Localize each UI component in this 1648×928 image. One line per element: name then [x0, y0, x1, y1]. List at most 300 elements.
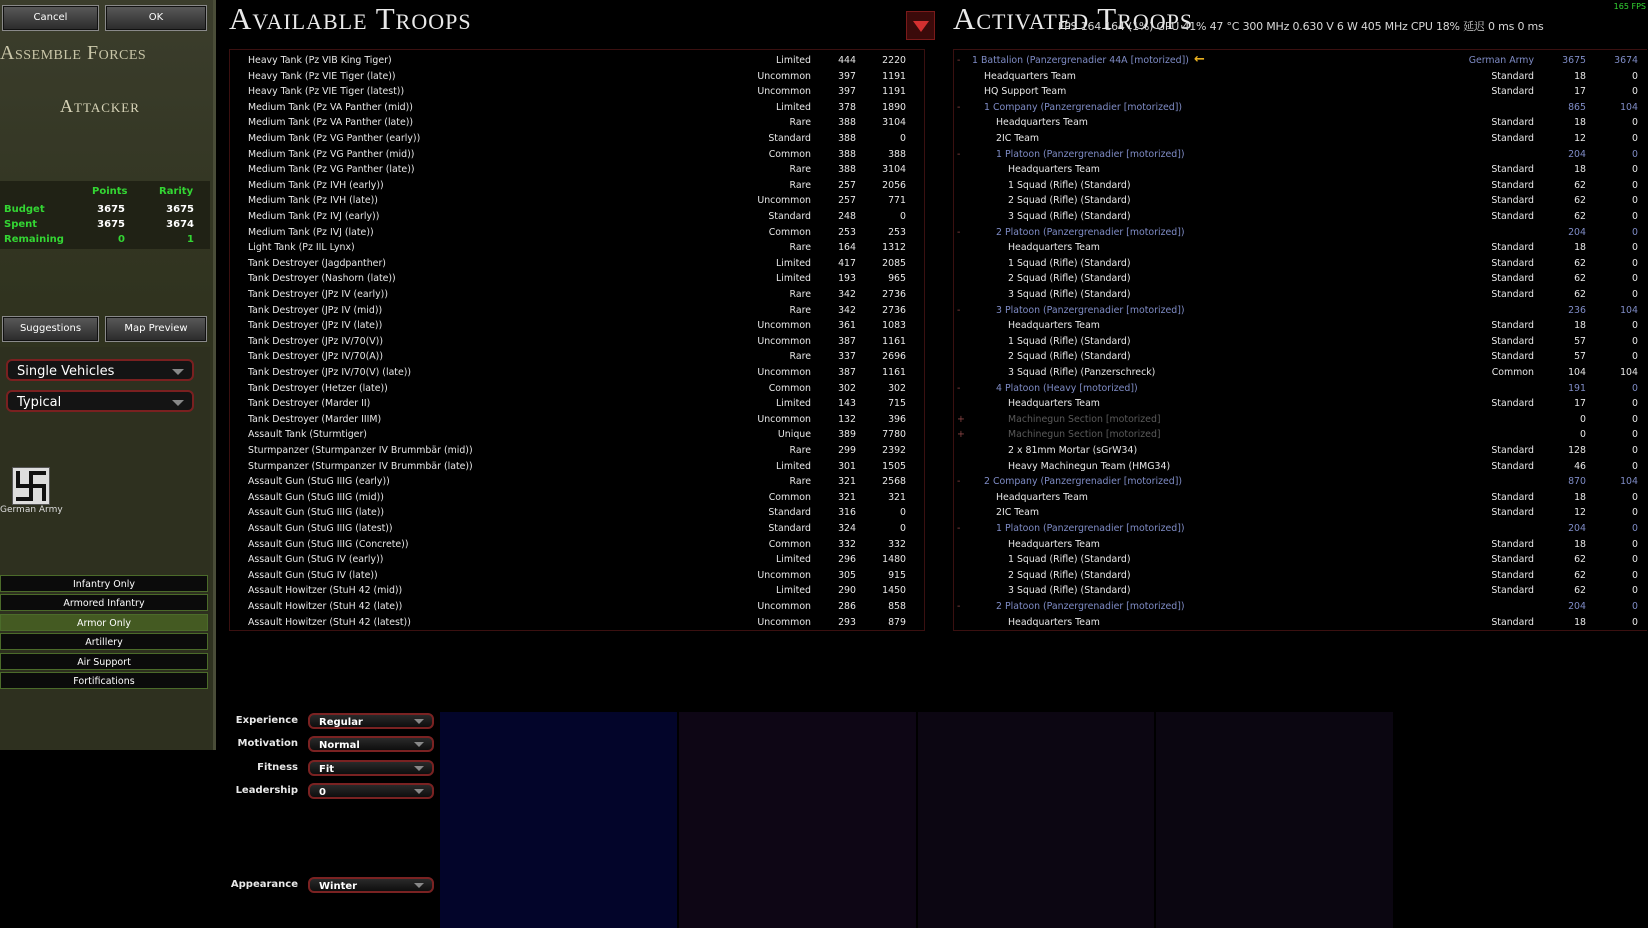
fitness-value: Fit — [319, 764, 335, 775]
filter-infantry-only[interactable]: Infantry Only — [0, 575, 208, 592]
troop-cost: 62 — [1574, 179, 1586, 191]
troop-cost: 17 — [1574, 398, 1586, 410]
troop-name: Heavy Machinegun Team (HMG34) — [1008, 460, 1171, 472]
troop-rarity: Common — [768, 148, 811, 160]
collapse-icon[interactable]: - — [957, 148, 961, 160]
troop-rarity-cost: 0 — [1632, 616, 1638, 628]
purchase-type-dropdown[interactable] — [6, 359, 194, 381]
troop-row[interactable] — [230, 257, 924, 273]
troop-rarity-cost: 2085 — [882, 257, 906, 269]
troop-name: 2 Platoon (Panzergrenadier [motorized]) — [996, 601, 1185, 612]
collapse-icon[interactable]: - — [957, 304, 961, 316]
expand-icon[interactable]: + — [957, 429, 965, 441]
filter-fortifications[interactable]: Fortifications — [0, 672, 208, 689]
troop-cost: 0 — [1580, 413, 1586, 425]
troop-cost: 248 — [838, 211, 856, 222]
troop-name: Medium Tank (Pz VG Panther (mid)) — [248, 148, 415, 160]
quality-dropdown[interactable] — [6, 390, 194, 412]
troop-rarity-cost: 2696 — [882, 351, 906, 363]
troop-name: Headquarters Team — [1008, 164, 1100, 176]
troop-cost: 293 — [838, 616, 856, 628]
troop-cost: 18 — [1574, 538, 1586, 550]
team-row[interactable] — [954, 319, 1647, 335]
troop-rarity: Limited — [776, 257, 811, 269]
troop-rarity: Uncommon — [757, 569, 811, 581]
chevron-down-icon — [414, 742, 424, 747]
troop-row[interactable] — [230, 148, 924, 164]
remaining-points: 0 — [118, 234, 125, 245]
troop-name: Assault Gun (StuG IIIG (latest)) — [248, 523, 393, 534]
team-row[interactable] — [954, 397, 1647, 413]
unit-preview-slot-2[interactable] — [679, 712, 916, 928]
troop-rarity: Common — [768, 538, 811, 550]
team-row[interactable] — [954, 335, 1647, 351]
troop-row[interactable] — [230, 428, 924, 444]
troop-cost: 12 — [1574, 133, 1586, 144]
troop-name: 1 Platoon (Panzergrenadier [motorized]) — [996, 148, 1185, 160]
troop-name: 2 Platoon (Panzergrenadier [motorized]) — [996, 226, 1185, 238]
troop-row[interactable] — [230, 194, 924, 210]
troop-rarity-cost: 0 — [1632, 569, 1638, 581]
troop-name: 3 Squad (Rifle) (Standard) — [1008, 585, 1131, 597]
team-row[interactable] — [954, 460, 1647, 476]
team-row[interactable] — [954, 194, 1647, 210]
formation-row[interactable] — [954, 101, 1647, 117]
troop-rarity-cost: 104 — [1620, 367, 1638, 378]
troop-cost: 296 — [838, 554, 856, 566]
experience-dropdown[interactable] — [308, 713, 434, 729]
troop-row[interactable] — [230, 397, 924, 413]
team-row[interactable] — [954, 350, 1647, 366]
troop-cost: 342 — [838, 304, 856, 316]
troop-cost: 62 — [1574, 289, 1586, 300]
troop-cost: 204 — [1568, 226, 1586, 238]
troop-name: 1 Squad (Rifle) (Standard) — [1008, 257, 1131, 269]
troop-rarity-cost: 0 — [1632, 257, 1638, 269]
appearance-label: Appearance — [230, 879, 298, 890]
troop-rarity: Rare — [789, 289, 811, 300]
troop-row[interactable] — [230, 132, 924, 148]
troop-cost: 389 — [838, 429, 856, 441]
filter-armor-only[interactable]: Armor Only — [0, 614, 208, 631]
chevron-down-icon — [414, 883, 424, 888]
troop-rarity-cost: 0 — [1632, 289, 1638, 300]
troop-rarity-cost: 396 — [888, 413, 906, 425]
team-row[interactable] — [954, 257, 1647, 273]
troop-name: Headquarters Team — [1008, 616, 1100, 628]
troop-rarity-cost: 0 — [1632, 242, 1638, 254]
expand-icon[interactable]: + — [957, 413, 965, 425]
formation-row[interactable] — [954, 382, 1647, 398]
assemble-forces-panel — [0, 0, 216, 750]
troop-rarity-cost: 0 — [900, 507, 906, 519]
collapse-icon[interactable]: - — [957, 476, 961, 488]
troop-rarity-cost: 1161 — [882, 367, 906, 378]
troop-rarity: Uncommon — [757, 601, 811, 612]
troop-rarity: Standard — [1491, 616, 1534, 628]
troop-rarity: Rare — [789, 179, 811, 191]
formation-row[interactable] — [954, 475, 1647, 491]
troop-cost: 870 — [1568, 476, 1586, 488]
troop-rarity-cost: 2056 — [882, 179, 906, 191]
fitness-dropdown[interactable] — [308, 760, 434, 776]
troop-cost: 62 — [1574, 257, 1586, 269]
troop-rarity-cost: 2392 — [882, 445, 906, 456]
troop-rarity: Standard — [1491, 289, 1534, 300]
filter-artillery[interactable]: Artillery — [0, 633, 208, 650]
team-row[interactable] — [954, 288, 1647, 304]
motivation-label: Motivation — [237, 738, 298, 749]
troop-cost: 143 — [838, 398, 856, 410]
troop-rarity-cost: 0 — [1632, 382, 1638, 394]
troop-cost: 164 — [838, 242, 856, 254]
troop-rarity-cost: 1312 — [882, 242, 906, 254]
troop-rarity: Rare — [789, 351, 811, 363]
troop-row[interactable] — [230, 569, 924, 585]
troop-rarity: German Army — [1468, 55, 1534, 66]
troop-rarity-cost: 0 — [900, 211, 906, 222]
troop-rarity-cost: 3104 — [882, 117, 906, 129]
formation-row[interactable] — [954, 522, 1647, 538]
troop-name: Sturmpanzer (Sturmpanzer IV Brummbär (mid)) — [248, 445, 473, 456]
troop-cost: 257 — [838, 195, 856, 207]
troop-name: Light Tank (Pz IIL Lynx) — [248, 242, 355, 254]
troop-row[interactable] — [230, 522, 924, 538]
team-row[interactable] — [954, 553, 1647, 569]
troop-row[interactable] — [230, 616, 924, 632]
team-row[interactable] — [954, 413, 1647, 429]
troop-row[interactable] — [230, 304, 924, 320]
troop-cost: 62 — [1574, 585, 1586, 597]
troop-row[interactable] — [230, 350, 924, 366]
troop-name: Assault Tank (Sturmtiger) — [248, 429, 367, 441]
troop-name: Machinegun Section [motorized] — [1008, 413, 1161, 425]
collapse-icon[interactable]: - — [957, 601, 961, 612]
troop-rarity: Limited — [776, 554, 811, 566]
troop-cost: 361 — [838, 320, 856, 332]
troop-name: Tank Destroyer (JPz IV/70(V) (late)) — [248, 367, 412, 378]
troop-row[interactable] — [230, 600, 924, 616]
troop-name: Medium Tank (Pz IVH (early)) — [248, 179, 384, 191]
troop-rarity-cost: 302 — [888, 382, 906, 394]
team-row[interactable] — [954, 132, 1647, 148]
troop-rarity: Limited — [776, 585, 811, 597]
troop-row[interactable] — [230, 288, 924, 304]
troop-cost: 0 — [1580, 429, 1586, 441]
troop-row[interactable] — [230, 460, 924, 476]
troop-name: 4 Platoon (Heavy [motorized]) — [996, 382, 1138, 394]
arrow-left-icon: ← — [1194, 52, 1205, 67]
troop-rarity: Rare — [789, 445, 811, 456]
troop-rarity: Standard — [1491, 133, 1534, 144]
troop-rarity-cost: 915 — [888, 569, 906, 581]
troop-rarity: Standard — [1491, 585, 1534, 597]
troop-name: 1 Squad (Rifle) (Standard) — [1008, 335, 1131, 347]
troop-cost: 299 — [838, 445, 856, 456]
troop-rarity: Uncommon — [757, 616, 811, 628]
troop-name: Assault Gun (StuG IIIG (early)) — [248, 476, 390, 488]
remaining-rarity: 1 — [187, 234, 194, 245]
troop-rarity-cost: 0 — [1632, 538, 1638, 550]
troop-cost: 18 — [1574, 491, 1586, 503]
troop-cost: 286 — [838, 601, 856, 612]
team-row[interactable] — [954, 179, 1647, 195]
troop-row[interactable] — [230, 101, 924, 117]
team-row[interactable] — [954, 538, 1647, 554]
unit-preview-slot-1[interactable] — [440, 712, 677, 928]
troop-row[interactable] — [230, 538, 924, 554]
troop-name: 1 Battalion (Panzergrenadier 44A [motorized]) — [972, 55, 1189, 66]
troop-row[interactable] — [230, 444, 924, 460]
troop-rarity-cost: 0 — [1632, 445, 1638, 456]
troop-rarity: Uncommon — [757, 320, 811, 332]
team-row[interactable] — [954, 241, 1647, 257]
troop-rarity: Standard — [768, 211, 811, 222]
troop-rarity: Standard — [1491, 195, 1534, 207]
troop-rarity: Uncommon — [757, 413, 811, 425]
troop-rarity: Standard — [1491, 491, 1534, 503]
troop-row[interactable] — [230, 506, 924, 522]
team-row[interactable] — [954, 506, 1647, 522]
troop-rarity: Limited — [776, 273, 811, 285]
suggestions-button[interactable]: Suggestions — [2, 316, 99, 342]
troop-rarity-cost: 0 — [1632, 164, 1638, 176]
troop-rarity-cost: 1161 — [882, 335, 906, 347]
troop-cost: 3675 — [1562, 55, 1586, 66]
troop-name: Tank Destroyer (JPz IV (mid)) — [248, 304, 383, 316]
troop-name: 1 Platoon (Panzergrenadier [motorized]) — [996, 523, 1185, 534]
troop-cost: 302 — [838, 382, 856, 394]
troop-cost: 332 — [838, 538, 856, 550]
troop-rarity: Standard — [1491, 242, 1534, 254]
troop-rarity-cost: 253 — [888, 226, 906, 238]
troop-cost: 388 — [838, 148, 856, 160]
team-row[interactable] — [954, 116, 1647, 132]
ok-button[interactable]: OK — [105, 5, 207, 31]
troop-rarity-cost: 879 — [888, 616, 906, 628]
spent-points: 3675 — [97, 219, 125, 230]
team-row[interactable] — [954, 616, 1647, 632]
purchase-type-value: Single Vehicles — [17, 364, 115, 379]
budget-rarity: 3675 — [166, 204, 194, 215]
troop-rarity: Uncommon — [757, 367, 811, 378]
troop-rarity-cost: 1191 — [882, 86, 906, 98]
troop-row[interactable] — [230, 382, 924, 398]
troop-row[interactable] — [230, 475, 924, 491]
formation-row[interactable] — [954, 54, 1647, 70]
troop-name: Medium Tank (Pz VA Panther (mid)) — [248, 101, 413, 113]
troop-rarity: Standard — [768, 523, 811, 534]
troop-name: 2 x 81mm Mortar (sGrW34) — [1008, 445, 1138, 456]
filter-air-support[interactable]: Air Support — [0, 653, 208, 670]
troop-rarity: Common — [768, 382, 811, 394]
unit-preview-slot-4[interactable] — [1156, 712, 1393, 928]
troop-cost: 57 — [1574, 351, 1586, 363]
troop-row[interactable] — [230, 584, 924, 600]
troop-row[interactable] — [230, 116, 924, 132]
troop-cost: 62 — [1574, 273, 1586, 285]
troop-rarity-cost: 388 — [888, 148, 906, 160]
formation-row[interactable] — [954, 600, 1647, 616]
motivation-dropdown[interactable] — [308, 736, 434, 752]
team-row[interactable] — [954, 569, 1647, 585]
troop-rarity-cost: 2220 — [882, 55, 906, 66]
troop-rarity: Standard — [1491, 70, 1534, 82]
troop-row[interactable] — [230, 272, 924, 288]
troop-name: Medium Tank (Pz IVJ (early)) — [248, 211, 380, 222]
troop-rarity-cost: 104 — [1620, 101, 1638, 113]
troop-rarity-cost: 0 — [1632, 273, 1638, 285]
troop-cost: 388 — [838, 133, 856, 144]
troop-rarity-cost: 0 — [1632, 133, 1638, 144]
troop-cost: 18 — [1574, 616, 1586, 628]
troop-rarity-cost: 858 — [888, 601, 906, 612]
team-row[interactable] — [954, 428, 1647, 444]
chevron-down-icon — [414, 719, 424, 724]
collapse-icon[interactable]: - — [957, 523, 961, 534]
troop-name: Tank Destroyer (JPz IV (early)) — [248, 289, 388, 300]
troop-row[interactable] — [230, 54, 924, 70]
troop-name: Assault Gun (StuG IIIG (late)) — [248, 507, 385, 519]
formation-row[interactable] — [954, 226, 1647, 242]
troop-rarity-cost: 0 — [1632, 351, 1638, 363]
collapse-icon[interactable]: - — [957, 55, 961, 66]
troop-rarity: Limited — [776, 398, 811, 410]
troop-cost: 204 — [1568, 523, 1586, 534]
troop-cost: 12 — [1574, 507, 1586, 519]
troop-name: Tank Destroyer (Nashorn (late)) — [248, 273, 396, 285]
leadership-value: 0 — [319, 787, 326, 798]
troop-name: 2 Squad (Rifle) (Standard) — [1008, 351, 1131, 363]
troop-name: Tank Destroyer (JPz IV (late)) — [248, 320, 383, 332]
troop-cost: 62 — [1574, 195, 1586, 207]
troop-rarity: Standard — [1491, 257, 1534, 269]
spent-rarity: 3674 — [166, 219, 194, 230]
troop-row[interactable] — [230, 413, 924, 429]
troop-cost: 18 — [1574, 164, 1586, 176]
troop-name: Heavy Tank (Pz VIE Tiger (late)) — [248, 70, 396, 82]
troop-rarity: Standard — [1491, 351, 1534, 363]
team-row[interactable] — [954, 272, 1647, 288]
troop-cost: 128 — [1568, 445, 1586, 456]
troop-cost: 204 — [1568, 601, 1586, 612]
troop-name: Tank Destroyer (Marder IIIM) — [248, 413, 382, 425]
team-row[interactable] — [954, 210, 1647, 226]
troop-rarity-cost: 0 — [1632, 70, 1638, 82]
troop-rarity-cost: 104 — [1620, 304, 1638, 316]
troop-cost: 301 — [838, 460, 856, 472]
troop-row[interactable] — [230, 226, 924, 242]
troop-row[interactable] — [230, 85, 924, 101]
troop-rarity: Uncommon — [757, 70, 811, 82]
formation-row[interactable] — [954, 148, 1647, 164]
troop-name: 2IC Team — [996, 133, 1040, 144]
troop-rarity-cost: 2568 — [882, 476, 906, 488]
troop-rarity-cost: 0 — [1632, 179, 1638, 191]
troop-name: Machinegun Section [motorized] — [1008, 429, 1161, 441]
troop-rarity-cost: 321 — [888, 491, 906, 503]
troop-rarity: Standard — [1491, 398, 1534, 410]
troop-name: Tank Destroyer (JPz IV/70(V)) — [248, 335, 383, 347]
troop-row[interactable] — [230, 70, 924, 86]
troop-row[interactable] — [230, 163, 924, 179]
troop-rarity: Rare — [789, 164, 811, 176]
collapse-icon[interactable]: - — [957, 226, 961, 238]
troop-row[interactable] — [230, 335, 924, 351]
budget-points: 3675 — [97, 204, 125, 215]
troop-rarity: Standard — [768, 133, 811, 144]
team-row[interactable] — [954, 85, 1647, 101]
troop-row[interactable] — [230, 241, 924, 257]
unit-preview-slot-3[interactable] — [918, 712, 1154, 928]
map-preview-button[interactable]: Map Preview — [105, 316, 207, 342]
leadership-dropdown[interactable] — [308, 783, 434, 799]
troop-cost: 57 — [1574, 335, 1586, 347]
troop-row[interactable] — [230, 210, 924, 226]
troop-cost: 257 — [838, 179, 856, 191]
troop-row[interactable] — [230, 553, 924, 569]
troop-row[interactable] — [230, 319, 924, 335]
troop-name: Heavy Tank (Pz VIB King Tiger) — [248, 55, 392, 66]
team-row[interactable] — [954, 491, 1647, 507]
troop-rarity-cost: 0 — [1632, 601, 1638, 612]
troop-rarity-cost: 104 — [1620, 476, 1638, 488]
troop-row[interactable] — [230, 179, 924, 195]
collapse-arrow-icon[interactable] — [906, 11, 935, 40]
troop-name: Headquarters Team — [996, 117, 1088, 129]
troop-name: Assault Howitzer (StuH 42 (mid)) — [248, 585, 403, 597]
troop-name: 3 Squad (Rifle) (Standard) — [1008, 211, 1131, 222]
troop-rarity-cost: 1890 — [882, 101, 906, 113]
troop-cost: 132 — [838, 413, 856, 425]
filter-armored-infantry[interactable]: Armored Infantry — [0, 594, 208, 611]
collapse-icon[interactable]: - — [957, 101, 961, 113]
troop-name: 2 Squad (Rifle) (Standard) — [1008, 195, 1131, 207]
panel-title: Assemble Forces — [0, 42, 147, 64]
troop-rarity: Uncommon — [757, 335, 811, 347]
troop-rarity: Limited — [776, 101, 811, 113]
troop-rarity: Standard — [1491, 538, 1534, 550]
troop-rarity-cost: 0 — [1632, 335, 1638, 347]
troop-cost: 236 — [1568, 304, 1586, 316]
troop-rarity: Uncommon — [757, 195, 811, 207]
team-row[interactable] — [954, 163, 1647, 179]
troop-rarity: Standard — [1491, 445, 1534, 456]
troop-cost: 62 — [1574, 569, 1586, 581]
troop-cost: 46 — [1574, 460, 1586, 472]
troop-name: Assault Gun (StuG IIIG (mid)) — [248, 491, 384, 503]
appearance-value: Winter — [319, 881, 358, 892]
quality-value: Typical — [17, 395, 62, 410]
cancel-button[interactable]: Cancel — [2, 5, 99, 31]
team-row[interactable] — [954, 70, 1647, 86]
troop-rarity-cost: 1505 — [882, 460, 906, 472]
troop-rarity: Standard — [1491, 335, 1534, 347]
troop-row[interactable] — [230, 491, 924, 507]
troop-rarity-cost: 0 — [1632, 117, 1638, 129]
team-row[interactable] — [954, 444, 1647, 460]
formation-row[interactable] — [954, 304, 1647, 320]
team-row[interactable] — [954, 584, 1647, 600]
collapse-icon[interactable]: - — [957, 382, 961, 394]
troop-name: Tank Destroyer (Jagdpanther) — [248, 257, 386, 269]
troop-cost: 253 — [838, 226, 856, 238]
troop-rarity-cost: 1480 — [882, 554, 906, 566]
team-row[interactable] — [954, 366, 1647, 382]
leadership-label: Leadership — [235, 785, 298, 796]
appearance-dropdown[interactable] — [308, 877, 434, 893]
troop-row[interactable] — [230, 366, 924, 382]
